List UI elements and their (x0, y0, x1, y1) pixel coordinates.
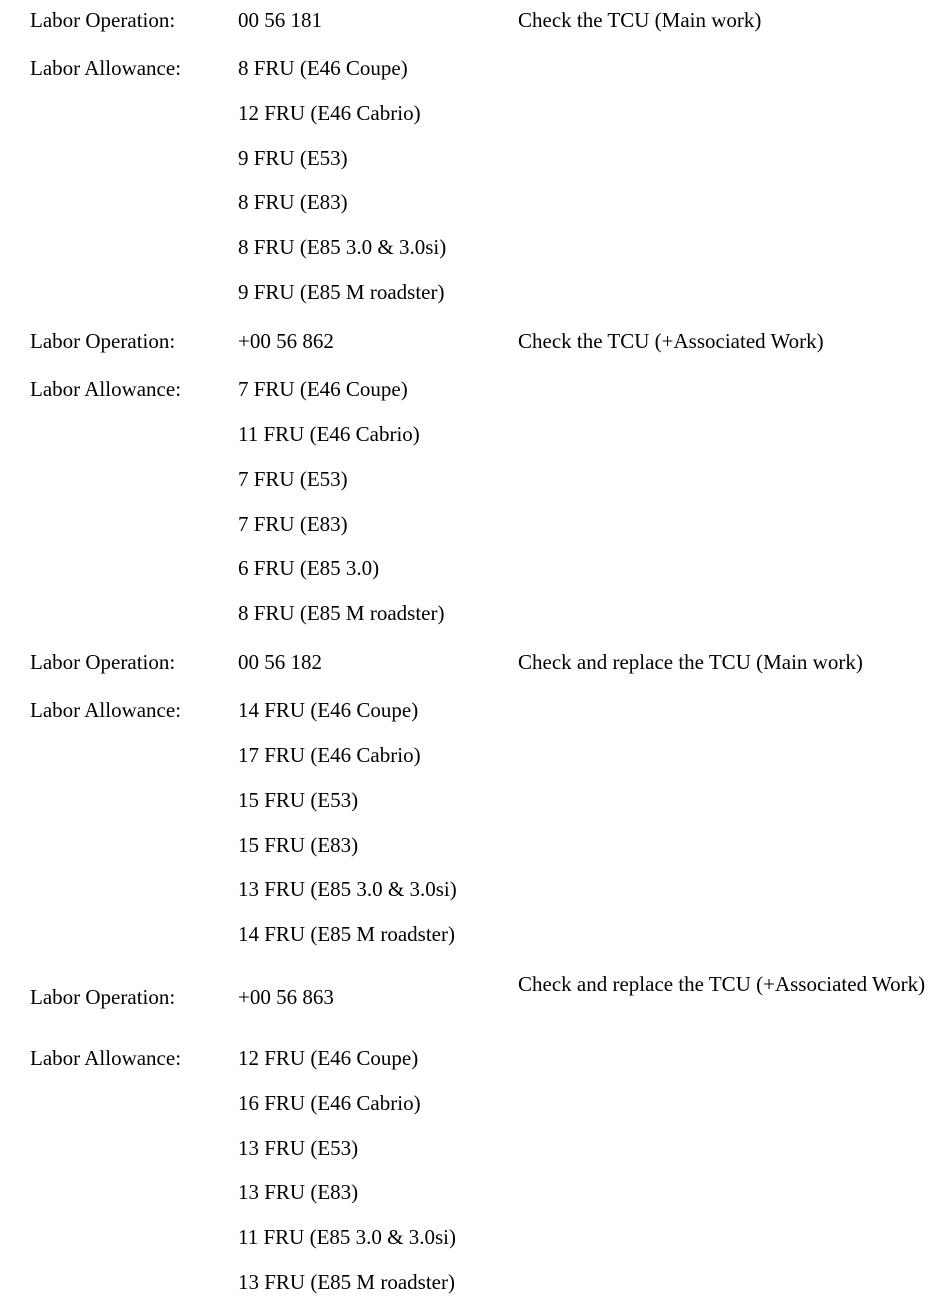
allowance-value: 7 FRU (E83) (238, 512, 348, 536)
operation-code: +00 56 863 (238, 985, 334, 1009)
allowance-row (0, 280, 944, 310)
operation-label: Labor Operation: (30, 985, 176, 1009)
allowance-row (0, 512, 944, 542)
operation-description: Check the TCU (Main work) (518, 8, 762, 32)
allowance-value: 15 FRU (E83) (238, 833, 359, 857)
allowance-row (0, 422, 944, 452)
allowance-value: 11 FRU (E46 Cabrio) (238, 422, 420, 446)
allowance-row (0, 1046, 944, 1076)
allowance-value: 8 FRU (E85 3.0 & 3.0si) (238, 235, 447, 259)
allowance-value: 13 FRU (E53) (238, 1136, 359, 1160)
allowance-label: Labor Allowance: (30, 56, 182, 80)
allowance-row (0, 743, 944, 773)
allowance-row (0, 698, 944, 728)
allowance-row (0, 556, 944, 586)
allowance-value: 9 FRU (E85 M roadster) (238, 280, 445, 304)
allowance-label: Labor Allowance: (30, 1046, 182, 1070)
operation-row (0, 8, 944, 38)
allowance-value: 13 FRU (E85 3.0 & 3.0si) (238, 877, 457, 901)
allowance-value: 6 FRU (E85 3.0) (238, 556, 380, 580)
allowance-row (0, 377, 944, 407)
allowance-value: 8 FRU (E85 M roadster) (238, 601, 445, 625)
allowance-value: 12 FRU (E46 Coupe) (238, 1046, 419, 1070)
operation-code: 00 56 182 (238, 650, 322, 674)
allowance-label: Labor Allowance: (30, 377, 182, 401)
allowance-row (0, 1136, 944, 1166)
allowance-row (0, 833, 944, 863)
allowance-value: 11 FRU (E85 3.0 & 3.0si) (238, 1225, 456, 1249)
allowance-value: 7 FRU (E53) (238, 467, 348, 491)
operation-description: Check and replace the TCU (Main work) (518, 650, 863, 674)
allowance-row (0, 101, 944, 131)
allowance-row (0, 467, 944, 497)
allowance-value: 14 FRU (E85 M roadster) (238, 922, 455, 946)
allowance-value: 17 FRU (E46 Cabrio) (238, 743, 421, 767)
allowance-value: 9 FRU (E53) (238, 146, 348, 170)
operation-description: Check the TCU (+Associated Work) (518, 329, 824, 353)
allowance-row (0, 601, 944, 631)
allowance-row (0, 922, 944, 952)
allowance-row (0, 56, 944, 86)
allowance-value: 7 FRU (E46 Coupe) (238, 377, 408, 401)
operation-row (0, 650, 944, 680)
allowance-value: 8 FRU (E46 Coupe) (238, 56, 408, 80)
allowance-row (0, 1180, 944, 1210)
operation-label: Labor Operation: (30, 650, 176, 674)
allowance-row (0, 1225, 944, 1255)
operation-code: 00 56 181 (238, 8, 322, 32)
allowance-value: 13 FRU (E83) (238, 1180, 359, 1204)
allowance-value: 12 FRU (E46 Cabrio) (238, 101, 421, 125)
allowance-row (0, 146, 944, 176)
allowance-row (0, 235, 944, 265)
allowance-row (0, 1270, 944, 1300)
operation-label: Labor Operation: (30, 329, 176, 353)
allowance-value: 14 FRU (E46 Coupe) (238, 698, 419, 722)
allowance-value: 13 FRU (E85 M roadster) (238, 1270, 455, 1294)
allowance-value: 15 FRU (E53) (238, 788, 359, 812)
operation-code: +00 56 862 (238, 329, 334, 353)
allowance-label: Labor Allowance: (30, 698, 182, 722)
allowance-row (0, 877, 944, 907)
operation-description: Check and replace the TCU (+Associated Work) (518, 972, 926, 996)
operation-row (0, 329, 944, 359)
allowance-value: 8 FRU (E83) (238, 190, 348, 214)
operation-label: Labor Operation: (30, 8, 176, 32)
allowance-row (0, 788, 944, 818)
allowance-row (0, 190, 944, 220)
allowance-value: 16 FRU (E46 Cabrio) (238, 1091, 421, 1115)
allowance-row (0, 1091, 944, 1121)
